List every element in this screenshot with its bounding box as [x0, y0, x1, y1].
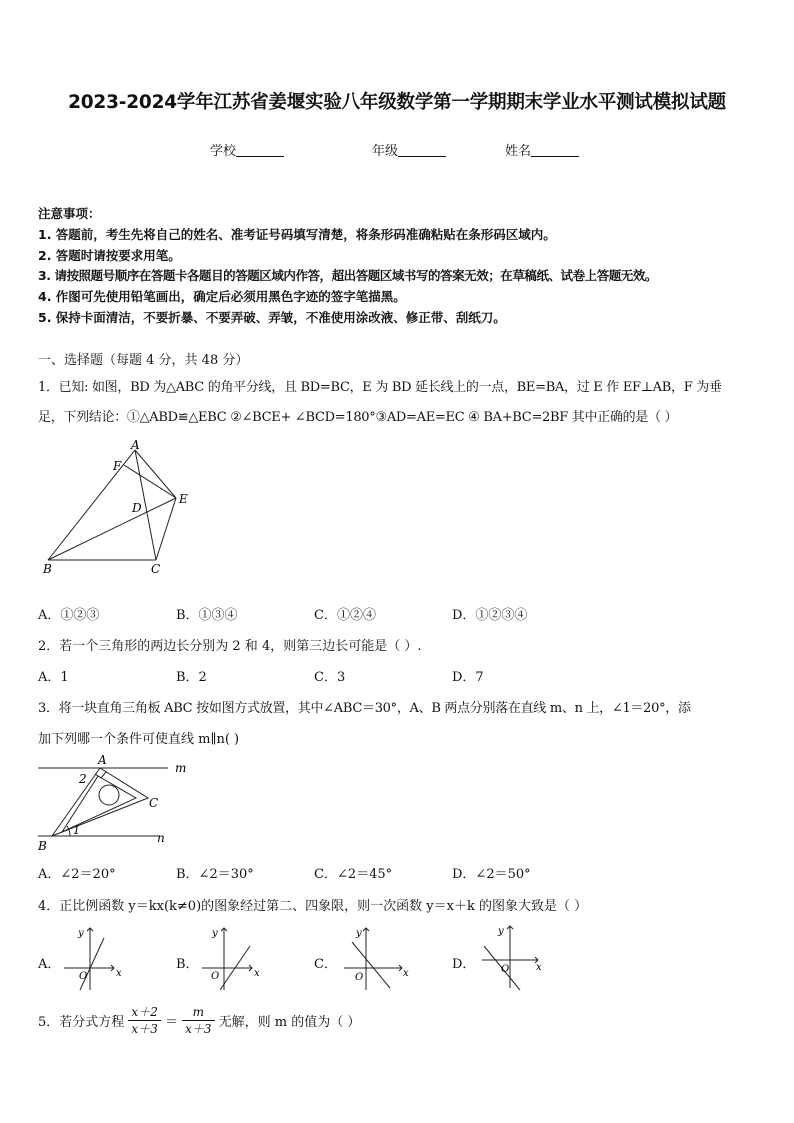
label-n: n — [157, 831, 165, 845]
q2-option-d[interactable]: D．7 — [452, 670, 484, 685]
q1-stem-line2: 足，下列结论：①△ABD≌△EBC ②∠BCE+ ∠BCD=180°③AD=AE=EC ④ BA+BC=2BF 其中正确的是（ ） — [38, 410, 678, 425]
notice-item: 4. 作图可先使用铅笔画出，确定后必须用黑色字迹的签字笔描黑。 — [38, 289, 406, 304]
q1-figure — [38, 440, 198, 580]
q1-stem-line1: 1．已知: 如图，BD 为△ABC 的角平分线，且 BD=BC，E 为 BD 延长线上的一点，BE=BA，过 E 作 EF⊥AB，F 为垂 — [38, 380, 722, 395]
x-label: x — [403, 968, 409, 979]
notice-item: 2. 答题时请按要求用笔。 — [38, 248, 181, 263]
y-label: y — [498, 926, 504, 937]
label-a: A — [98, 754, 107, 767]
q5-frac2-num: m — [182, 1004, 214, 1021]
q1-option-b[interactable]: B．①③④ — [176, 608, 238, 623]
label-m: m — [175, 761, 187, 775]
q4-graph-b — [200, 924, 270, 994]
q2-stem: 2．若一个三角形的两边长分别为 2 和 4，则第三边长可能是（ ）. — [38, 639, 422, 654]
q4-option-a[interactable]: A． — [38, 957, 61, 972]
segment-be — [48, 498, 176, 560]
q5-frac1-num: x＋2 — [128, 1004, 160, 1021]
name-label: 姓名 — [505, 144, 532, 159]
label-e: E — [179, 492, 188, 506]
q2-option-c[interactable]: C．3 — [314, 670, 346, 685]
grade-blank — [398, 144, 446, 157]
label-c: C — [149, 796, 159, 810]
label-a: A — [131, 440, 140, 452]
label-b: B — [43, 562, 52, 576]
triangle-hole — [99, 785, 119, 805]
segment-fe — [124, 465, 176, 498]
q3-option-c[interactable]: C．∠2＝45° — [314, 867, 393, 882]
q1-option-a[interactable]: A．①②③ — [38, 608, 100, 623]
y-label: y — [356, 928, 362, 939]
x-label: x — [116, 968, 122, 979]
label-b: B — [38, 839, 47, 853]
origin-label: O — [79, 971, 88, 982]
q4-option-b[interactable]: B． — [176, 957, 199, 972]
name-field — [505, 140, 579, 159]
origin-label: O — [355, 972, 364, 983]
notice-item: 5. 保持卡面清洁，不要折暴、不要弄破、弄皱，不准使用涂改液、修正带、刮纸刀。 — [38, 310, 506, 325]
function-line — [80, 938, 104, 990]
notice-item: 3. 请按照题号顺序在答题卡各题目的答题区域内作答，超出答题区域书写的答案无效；在草稿纸、试卷上答题无效。 — [38, 268, 657, 283]
segment-ae — [135, 450, 176, 498]
q4-option-d[interactable]: D． — [452, 957, 476, 972]
name-blank — [531, 144, 579, 157]
q4-graph-a — [62, 924, 132, 994]
label-c: C — [151, 562, 161, 576]
q2-option-a[interactable]: A．1 — [38, 670, 69, 685]
x-label: x — [536, 962, 542, 973]
grade-field — [372, 140, 446, 159]
q3-figure — [36, 754, 196, 854]
origin-label: O — [211, 971, 220, 982]
page-title: 2023-2024学年江苏省姜堰实验八年级数学第一学期期末学业水平测试模拟试题 — [68, 92, 726, 113]
q1-option-d[interactable]: D．①②③④ — [452, 608, 528, 623]
q3-option-b[interactable]: B．∠2＝30° — [176, 867, 254, 882]
y-label: y — [78, 928, 84, 939]
q2-option-b[interactable]: B．2 — [176, 670, 207, 685]
school-field — [210, 140, 284, 159]
label-2: 2 — [79, 772, 87, 786]
q5-suffix: 无解，则 m 的值为（ ） — [218, 1015, 361, 1030]
notice-item: 1. 答题前，考生先将自己的姓名、准考证号码填写清楚，将条形码准确粘贴在条形码区域内。 — [38, 227, 556, 242]
label-1: 1 — [73, 824, 80, 837]
segment-ab — [48, 450, 135, 560]
q4-graph-d — [478, 922, 550, 994]
q5-stem — [38, 1004, 360, 1037]
q1-option-c[interactable]: C．①②④ — [314, 608, 376, 623]
notice-heading: 注意事项： — [38, 206, 101, 221]
x-label: x — [254, 968, 260, 979]
label-d: D — [132, 501, 142, 515]
q3-stem-line1: 3．将一块直角三角板 ABC 按如图方式放置，其中∠ABC＝30°，A、B 两点分别落在直线 m、n 上，∠1＝20°，添 — [38, 701, 691, 716]
q3-option-d[interactable]: D．∠2＝50° — [452, 867, 531, 882]
grade-label: 年级 — [372, 144, 399, 159]
q5-prefix: 5．若分式方程 — [38, 1015, 125, 1030]
q5-fraction-right — [182, 1004, 214, 1037]
q5-equals: ＝ — [164, 1015, 178, 1030]
q5-frac2-den: x＋3 — [185, 1022, 212, 1036]
label-f: F — [113, 459, 122, 473]
school-label: 学校 — [210, 144, 237, 159]
angle-1-arc — [67, 826, 70, 836]
school-blank — [236, 144, 284, 157]
q3-option-a[interactable]: A．∠2＝20° — [38, 867, 116, 882]
q5-fraction-left — [128, 1004, 160, 1037]
q3-stem-line2: 加下列哪一个条件可使直线 m∥n( ) — [38, 732, 240, 747]
segment-ce — [156, 498, 176, 560]
q4-stem: 4．正比例函数 y＝kx(k≠0)的图象经过第二、四象限，则一次函数 y＝x＋k 的图象大致是（ ） — [38, 899, 588, 914]
y-label: y — [212, 928, 218, 939]
section-heading: 一、选择题（每题 4 分，共 48 分） — [38, 353, 249, 368]
q5-frac1-den: x＋3 — [131, 1022, 158, 1036]
origin-label: O — [501, 964, 510, 975]
q4-option-c[interactable]: C． — [314, 957, 337, 972]
q4-graph-c — [340, 924, 410, 994]
